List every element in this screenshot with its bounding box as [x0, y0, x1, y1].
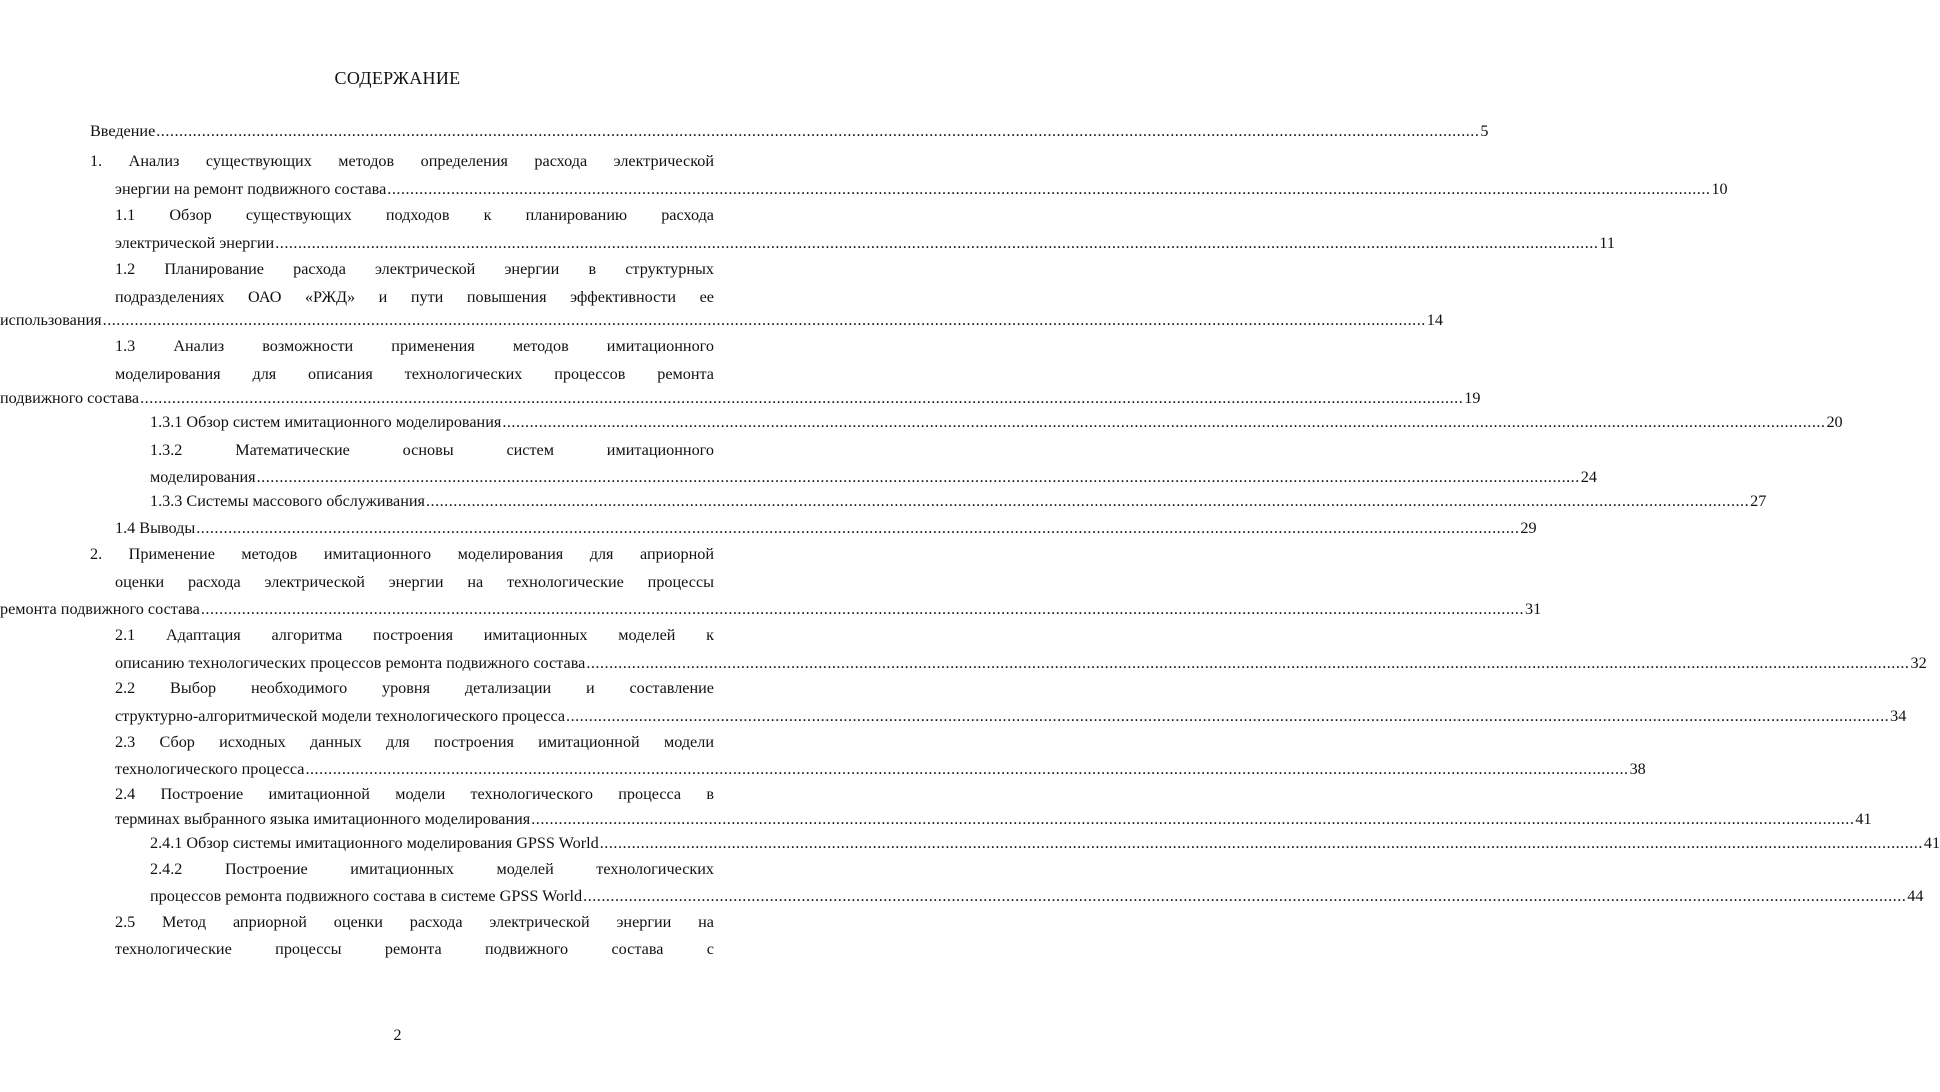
dot-leader [426, 490, 1749, 512]
toc-entry-line [115, 758, 1646, 780]
toc-entry-line [150, 885, 1924, 907]
toc-entry-line [90, 120, 1489, 142]
toc-entry-text: 1.1 Обзор существующих подходов к планированию расхода [115, 206, 714, 224]
toc-entry-text: процессов ремонта подвижного состава в системе GPSS World [150, 887, 583, 905]
toc-entry-text: 2.4 Построение имитационной модели технологического процесса в [115, 785, 714, 803]
dot-leader [201, 598, 1524, 620]
toc-entry-line [115, 652, 1927, 674]
toc-entry-line [115, 178, 1728, 200]
toc-entry-line [0, 309, 1443, 331]
toc-entry-line [150, 490, 1767, 512]
toc-page-number: 41 [1855, 810, 1872, 828]
toc-page-number: 44 [1907, 887, 1924, 905]
toc-entry-text: энергии на ремонт подвижного состава [115, 180, 387, 198]
toc-entry-text: 2.3 Сбор исходных данных для построения имитационной модели [115, 733, 714, 751]
toc-entry-text: 1.3.1 Обзор систем имитационного моделирования [150, 413, 502, 431]
toc-entry-text: подвижного состава [0, 389, 140, 407]
toc-page-number: 38 [1629, 760, 1646, 778]
toc-entry-text: ремонта подвижного состава [0, 600, 200, 618]
toc-entry-line [150, 832, 1940, 854]
toc-entry-text: 2.4.2 Построение имитационных моделей технологических [150, 860, 714, 878]
toc-entry-text: технологические процессы ремонта подвижного состава с [115, 940, 714, 958]
toc-entry-text: 2. Применение методов имитационного моделирования для априорной [90, 545, 714, 563]
toc-entry-line [0, 598, 1541, 620]
toc-entry-text: 1.3 Анализ возможности применения методов имитационного [115, 337, 714, 355]
dot-leader [305, 758, 1628, 780]
dot-leader [387, 178, 1710, 200]
dot-leader [196, 517, 1519, 539]
dot-leader [586, 652, 1909, 674]
toc-page-number: 27 [1750, 492, 1767, 510]
toc-entry-text: 2.5 Метод априорной оценки расхода электрической энергии на [115, 913, 714, 931]
dot-leader [583, 885, 1906, 907]
toc-page-number: 19 [1464, 389, 1481, 407]
toc-entry-text: 2.2 Выбор необходимого уровня детализации и составление [115, 679, 714, 697]
toc-entry-text: структурно-алгоритмической модели технологического процесса [115, 707, 566, 725]
toc-entry-line [115, 232, 1615, 254]
toc-page-number: 14 [1426, 311, 1443, 329]
toc-page-number: 29 [1520, 519, 1537, 537]
page-number: 2 [393, 1027, 402, 1044]
dot-leader [156, 120, 1479, 142]
toc-entry-text: 2.4.1 Обзор системы имитационного моделирования GPSS World [150, 834, 599, 852]
toc-entry-text: 1.3.2 Математические основы систем имитационного [150, 441, 714, 459]
toc-entry-text: моделирования для описания технологических процессов ремонта [115, 365, 714, 383]
toc-entry-text: оценки расхода электрической энергии на технологические процессы [115, 573, 714, 591]
toc-entry-text: технологического процесса [115, 760, 305, 778]
toc-entry-text: электрической энергии [115, 234, 275, 252]
dot-leader [600, 832, 1923, 854]
toc-page-number: 32 [1910, 654, 1927, 672]
toc-page-number: 41 [1923, 834, 1940, 852]
toc-entry-line [115, 808, 1872, 830]
toc-entry-line [115, 705, 1907, 727]
toc-entry-text: 1.2 Планирование расхода электрической энергии в структурных [115, 260, 714, 278]
toc-entry-line [150, 411, 1843, 433]
toc-entry-text: терминах выбранного языка имитационного моделирования [115, 810, 531, 828]
toc-page-number: 11 [1599, 234, 1615, 252]
dot-leader [531, 808, 1854, 830]
toc-entry-text: использования [0, 311, 102, 329]
toc-page-number: 34 [1890, 707, 1907, 725]
toc-entry-text: 1.4 Выводы [115, 519, 196, 537]
toc-entry-line [115, 517, 1537, 539]
toc-entry-line [0, 387, 1480, 409]
toc-entry-text: Введение [90, 122, 156, 140]
toc-page-number: 10 [1711, 180, 1728, 198]
toc-entry-line [150, 466, 1597, 488]
toc-page-number: 20 [1826, 413, 1843, 431]
dot-leader [275, 232, 1598, 254]
toc-page-number: 31 [1525, 600, 1542, 618]
toc-entry-text: подразделениях ОАО «РЖД» и пути повышения эффективности ее [115, 288, 714, 306]
toc-entry-text: 2.1 Адаптация алгоритма построения имитационных моделей к [115, 626, 714, 644]
toc-page-number: 24 [1580, 468, 1597, 486]
toc-entry-text: моделирования [150, 468, 256, 486]
toc-entry-text: описанию технологических процессов ремонта подвижного состава [115, 654, 586, 672]
dot-leader [502, 411, 1825, 433]
toc-entry-text: 1.3.3 Системы массового обслуживания [150, 492, 425, 510]
dot-leader [566, 705, 1889, 727]
page-title: СОДЕРЖАНИЕ [334, 68, 461, 88]
toc-entry-text: 1. Анализ существующих методов определения расхода электрической [90, 152, 714, 170]
dot-leader [140, 387, 1463, 409]
dot-leader [257, 466, 1580, 488]
toc-page-number: 5 [1480, 122, 1489, 140]
dot-leader [103, 309, 1426, 331]
